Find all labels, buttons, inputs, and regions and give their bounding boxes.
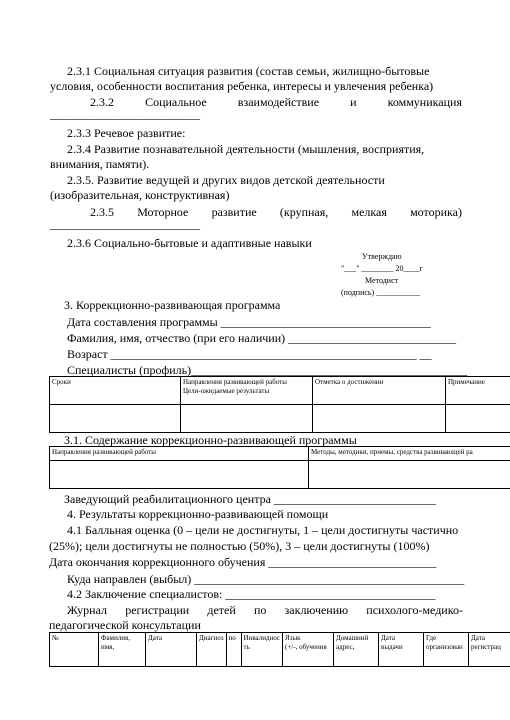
section-235b-word: Моторное <box>137 205 189 219</box>
program-age-field[interactable]: Возраст ___________________________________________________ __ <box>67 347 432 361</box>
program-name-field[interactable]: Фамилия, имя, отчество (при его наличии) ____________________________ <box>67 331 457 345</box>
section-235b-word: моторика) <box>410 205 462 219</box>
table-header-terms: Сроки <box>52 378 71 386</box>
journal-col-language-2: (+/-, обучения <box>285 643 327 651</box>
approval-title: Утверждаю <box>362 252 402 261</box>
journal-heading-line2: педагогической консультации <box>49 618 201 632</box>
approval-signature: (подпись) ___________ <box>341 288 421 297</box>
section-234-line1: 2.3.4 Развитие познавательной деятельности (мышления, восприятия, <box>67 142 425 156</box>
journal-col-issue-date-2: выдачи <box>381 643 403 651</box>
content-heading: 3.1. Содержание коррекционно-развивающей программы <box>64 433 357 447</box>
table-header-cell <box>309 447 510 461</box>
table-header-achievement: Отметка о достижении <box>315 378 384 386</box>
table-header-cell <box>424 633 469 667</box>
content-table <box>49 446 510 489</box>
approval-role: Методист <box>365 276 399 285</box>
journal-heading <box>67 603 463 617</box>
journal-word: Журнал <box>67 603 108 617</box>
table-header-cell <box>334 633 379 667</box>
section-234-line2: внимания, памяти). <box>50 157 150 171</box>
table-header-cell <box>446 377 510 405</box>
section-232-blank: _________________________ <box>50 107 200 121</box>
journal-col-name: Фамилия, <box>101 634 131 642</box>
score-line1: 4.1 Балльная оценка (0 – цели не достигнуты, 1 – цели достигнуты частично <box>67 523 459 537</box>
conclusion-field[interactable]: 4.2 Заключение специалистов: ___________________________________ <box>67 587 436 601</box>
table-row <box>50 447 510 461</box>
section-235b-word: (крупная, <box>279 205 329 219</box>
program-heading: 3. Коррекционно-развивающая программа <box>64 298 281 312</box>
table-cell[interactable] <box>181 405 313 433</box>
journal-col-where: Где <box>426 634 437 642</box>
journal-word: по <box>253 603 267 617</box>
journal-col-disability: Инвалиднос <box>243 634 281 642</box>
journal-col-address: Домашний <box>336 634 369 642</box>
journal-table <box>49 632 510 667</box>
table-header-goals: Цели-ожидаемые результаты <box>183 387 270 395</box>
content-header-methods: Методы, методики, приемы, средства развивающей ра <box>311 448 473 456</box>
section-236: 2.3.6 Социально-бытовые и адаптивные навыки <box>67 236 312 250</box>
section-235b-blank: _________________________ <box>50 217 200 231</box>
section-235-line1: 2.3.5. Развитие ведущей и других видов детской деятельности <box>67 173 385 187</box>
table-header-cell <box>226 633 241 667</box>
table-header-cell <box>99 633 146 667</box>
table-cell[interactable] <box>446 405 510 433</box>
journal-col-disability-2: ть <box>243 643 250 651</box>
journal-col-registration: Дата <box>471 634 485 642</box>
journal-word: заключению <box>284 603 349 617</box>
table-header-cell <box>146 633 197 667</box>
table-row <box>50 633 510 667</box>
section-235b-number: 2.3.5 <box>90 205 114 219</box>
table-header-cell <box>181 377 313 405</box>
table-cell[interactable] <box>309 461 510 489</box>
section-232-word: взаимодействие <box>237 95 320 109</box>
table-row <box>50 405 510 433</box>
program-specialists-field[interactable]: Специалисты (профиль)______________________________________________ <box>67 363 468 377</box>
section-233: 2.3.3 Речевое развитие: <box>67 126 186 140</box>
end-date-field[interactable]: Дата окончания коррекционного обучения ____________________________ <box>49 555 437 569</box>
table-header-cell <box>241 633 283 667</box>
table-header-cell <box>50 447 309 461</box>
content-header-directions: Направления развивающей работы <box>52 448 157 456</box>
program-table <box>49 376 510 433</box>
journal-word: психолого-медико- <box>366 603 463 617</box>
journal-col-diagnosis: Диагноз <box>199 634 224 642</box>
journal-col-name-2: имя, <box>101 643 115 651</box>
section-232-word: коммуникация <box>387 95 462 109</box>
results-heading: 4. Результаты коррекционно-развивающей помощи <box>67 507 329 521</box>
program-date-field[interactable]: Дата составления программы ___________________________________ <box>67 315 431 329</box>
table-cell[interactable] <box>50 405 181 433</box>
section-235b-word: мелкая <box>351 205 387 219</box>
section-235b-word: развитие <box>211 205 257 219</box>
journal-word: детей <box>207 603 236 617</box>
table-header-cell <box>313 377 446 405</box>
table-cell[interactable] <box>313 405 446 433</box>
table-header-cell <box>50 377 181 405</box>
score-line2: (25%); цели достигнуты не полностью (50%), 3 – цели достигнуты (100%) <box>49 539 430 553</box>
table-header-cell <box>50 633 99 667</box>
journal-col-date: Дата <box>148 634 162 642</box>
journal-col-address-2: адрес, <box>336 643 355 651</box>
sent-to-field[interactable]: Куда направлен (выбыл) _____________________________________________ <box>67 572 465 586</box>
table-cell[interactable] <box>50 461 309 489</box>
head-signature-field[interactable]: Заведующий реабилитационного центра ___________________________ <box>64 492 436 506</box>
table-row <box>50 377 510 405</box>
section-232-number: 2.3.2 <box>90 95 114 109</box>
table-row <box>50 461 510 489</box>
section-232-word: Социальное <box>145 95 207 109</box>
journal-col-issue-date: Дата <box>381 634 395 642</box>
table-header-cell <box>197 633 227 667</box>
approval-date-line: "___" ________ 20____г <box>341 264 423 273</box>
journal-col-where-2: организован <box>426 643 463 651</box>
table-header-cell <box>469 633 510 667</box>
table-header-directions: Направления развивающей работы <box>183 378 288 386</box>
section-235-line2: (изобразительная, конструктивная) <box>50 188 230 202</box>
section-232-word: и <box>350 95 357 109</box>
table-header-notes: Примечание <box>448 378 485 386</box>
section-231-line2: условия, особенности воспитания ребенка, интересы и увлечения ребенка) <box>50 79 434 93</box>
journal-col-diagnosis-2: по <box>228 634 236 642</box>
journal-word: регистрации <box>125 603 190 617</box>
table-header-cell <box>379 633 424 667</box>
table-header-cell <box>283 633 334 667</box>
journal-col-number: № <box>52 634 59 642</box>
journal-col-registration-2: регистрац <box>471 643 501 651</box>
section-231-line1: 2.3.1 Социальная ситуация развития (состав семьи, жилищно-бытовые <box>67 64 430 78</box>
journal-col-language: Язык <box>285 634 301 642</box>
